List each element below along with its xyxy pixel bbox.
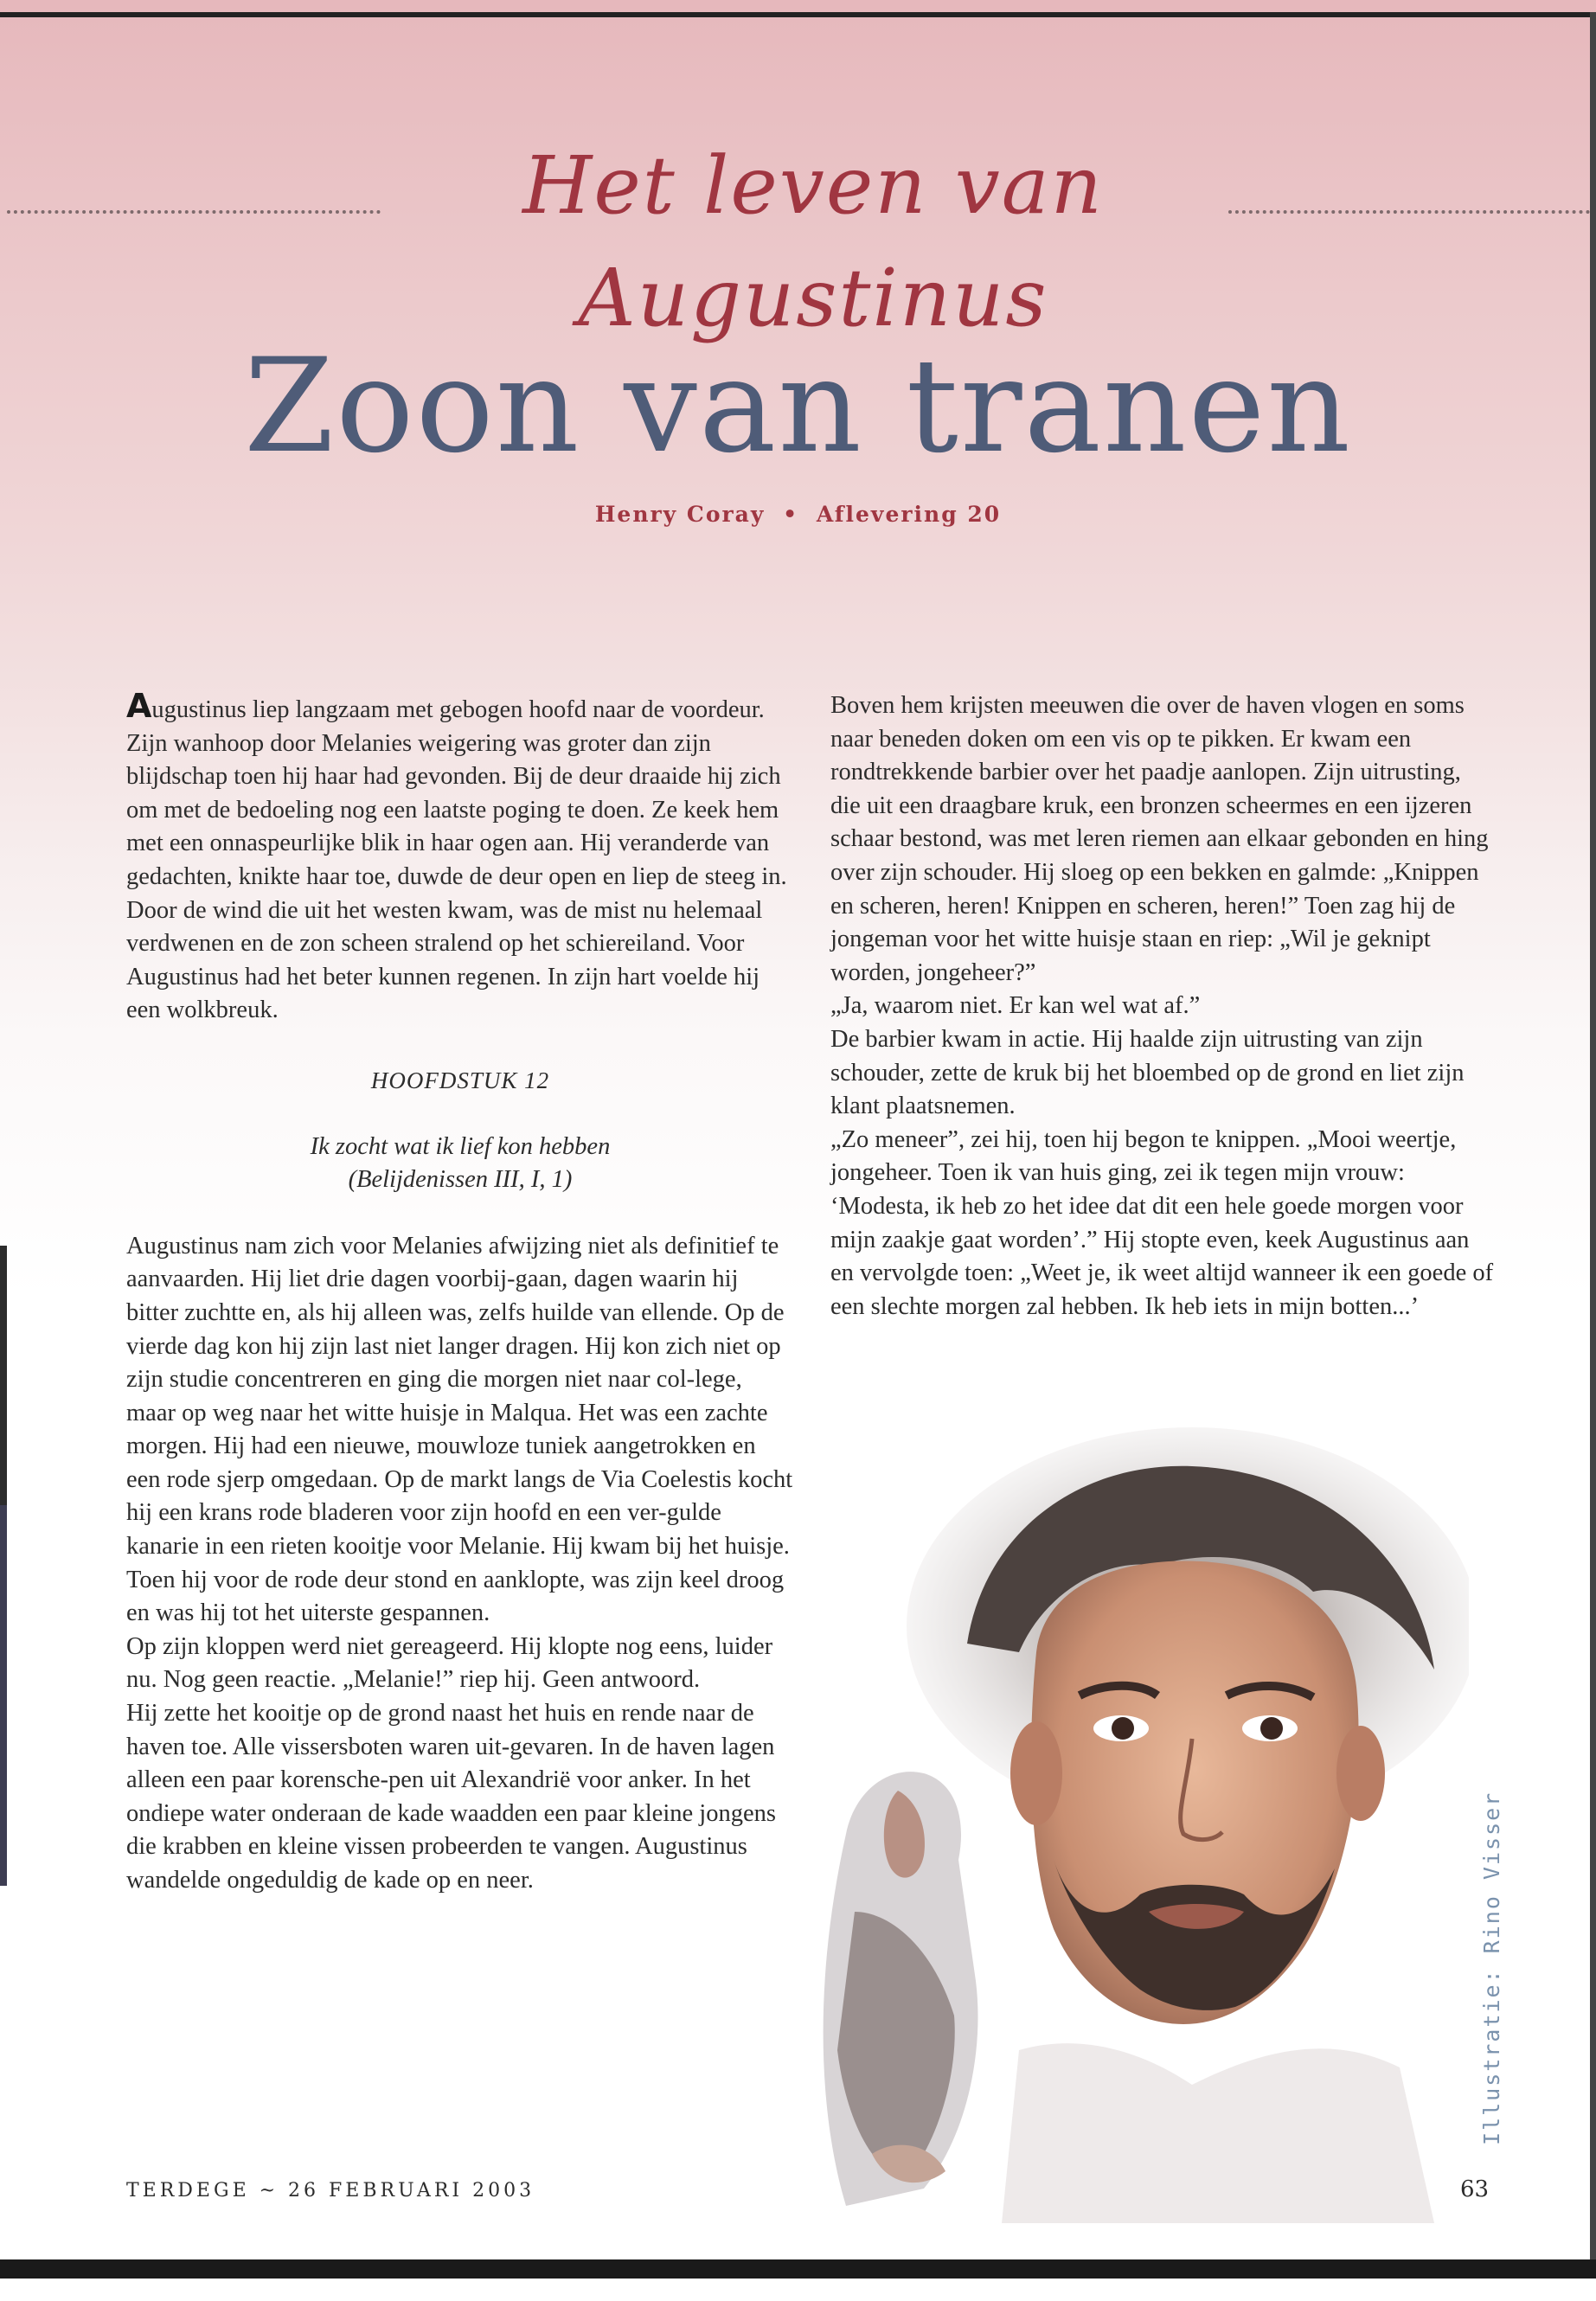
chapter-heading: HOOFDSTUK 12 [370, 1067, 550, 1093]
byline [0, 502, 1596, 527]
epigraph-quote: Ik zocht wat ik lief kon hebben [310, 1132, 611, 1160]
footer-publication: TERDEGE ~ 26 FEBRUARI 2003 [126, 2180, 535, 2202]
page-number: 63 [1460, 2176, 1490, 2202]
bottom-rule [0, 2259, 1596, 2279]
illustration-credit: Illustratie: Rino Visser [1479, 1791, 1504, 2145]
episode-label: Aflevering 20 [816, 502, 1002, 527]
paragraph: Op zijn kloppen werd niet gereageerd. Hij klopte nog eens, luider nu. Nog geen reactie. „Melanie!” riep hij. Geen antwoord. [126, 1632, 773, 1694]
epigraph-source: (Belijdenissen III, I, 1) [348, 1166, 573, 1194]
dotted-rule-left [7, 210, 381, 214]
drop-cap: A [126, 687, 152, 725]
dotted-rule-right [1228, 210, 1590, 214]
left-column [126, 689, 794, 1898]
man-garment [1002, 2043, 1434, 2223]
series-title: Het leven van Augustinus [522, 139, 1104, 344]
left-edge-mark [0, 1505, 7, 1886]
byline-separator: • [783, 502, 799, 527]
portrait-illustration [794, 1427, 1469, 2223]
epigraph [126, 1131, 794, 1197]
article-title: Zoon van tranen [244, 331, 1352, 482]
paragraph: De barbier kwam in actie. Hij haalde zijn uitrusting van zijn schouder, zette de kruk bij het bloembed op de grond en liet zijn klant plaatsnemen. [830, 1025, 1465, 1120]
mother-figure [824, 1772, 978, 2206]
paragraph: Augustinus liep langzaam met gebogen hoofd naar de voordeur. Zijn wanhoop door Melanies weigering was groter dan zijn blijdschap toen hij haar had gevonden. Bij de deur draaide hij zich om met de bedoeling nog een laatste poging te doen. Ze keek hem met een onnaspeurlijke blik in haar ogen aan. Hij veranderde van gedachten, knikte haar toe, duwde de deur open en liep de steeg in. [126, 687, 787, 890]
paragraph: Door de wind die uit het westen kwam, was de mist nu helemaal verdwenen en de zon scheen stralend op het schiereiland. Voor Augustinus had het beter kunnen regenen. In zijn hart voelde hij een wolkbreuk. [126, 896, 763, 1024]
paragraph: „Ja, waarom niet. Er kan wel wat af.” [830, 992, 1201, 1020]
paragraph: „Zo meneer”, zei hij, toen hij begon te knippen. „Mooi weertje, jongeheer. Toen ik van huis ging, zei ik tegen mijn vrouw: ‘Modesta, ik heb zo het idee dat dit een hele goede morgen voor mijn zaakje gaat worden’.” Hij stopte even, keek Augustinus aan en vervolgde toen: „Weet je, ik weet altijd wanneer ik een goede of een slechte morgen zal hebben. Ik heb iets in mijn botten...’ [830, 1125, 1494, 1320]
right-column [830, 689, 1497, 1324]
author: Henry Coray [594, 502, 766, 527]
paragraph: Boven hem krijsten meeuwen die over de haven vlogen en soms naar beneden doken om een vis op te pikken. Er kwam een rondtrekkende barbier over het paadje aanlopen. Zijn uitrusting, die uit een draagbare kruk, een bronzen scheermes en een ijzeren schaar bestond, was met leren riemen aan elkaar gebonden en hing over zijn schouder. Hij sloeg op een bekken en galmde: „Knippen en scheren, heren! Knippen en scheren, heren!” Toen zag hij de jongeman voor het witte huisje staan en riep: „Wil je geknipt worden, jongeheer?” [830, 692, 1489, 986]
top-rule [0, 12, 1596, 17]
paragraph: Augustinus nam zich voor Melanies afwijzing niet als definitief te aanvaarden. Hij liet drie dagen voorbij-gaan, dagen waarin hij bitter zuchtte en, als hij alleen was, zelfs huilde van ellende. Op de vierde dag kon hij zijn last niet langer dragen. Hij kon zich niet op zijn studie concentreren en ging die morgen niet naar col-lege, maar op weg naar het witte huisje in Malqua. Het was een zachte morgen. Hij had een nieuwe, mouwloze tuniek aangetrokken en een rode sjerp omgedaan. Op de markt langs de Via Coelestis kocht hij een krans rode bladeren voor zijn hoofd en een ver-gulde kanarie in een rieten kooitje voor Melanie. Hij kwam bij het huisje. Toen hij voor de rode deur stond en aanklopte, was zijn keel droog en was hij tot het uiterste gespannen. [126, 1232, 793, 1627]
left-edge-mark [0, 1246, 7, 1505]
paragraph: Hij zette het kooitje op de grond naast het huis en rende naar de haven toe. Alle vissersboten waren uit-gevaren. In de haven lagen alleen een paar korensche-pen uit Alexandrië voor anker. In het ondiepe water onderaan de kade waadden een paar kleine jongens die krabben en kleine vissen probeerden te vangen. Augustinus wandelde ongeduldig de kade op en neer. [126, 1700, 776, 1894]
